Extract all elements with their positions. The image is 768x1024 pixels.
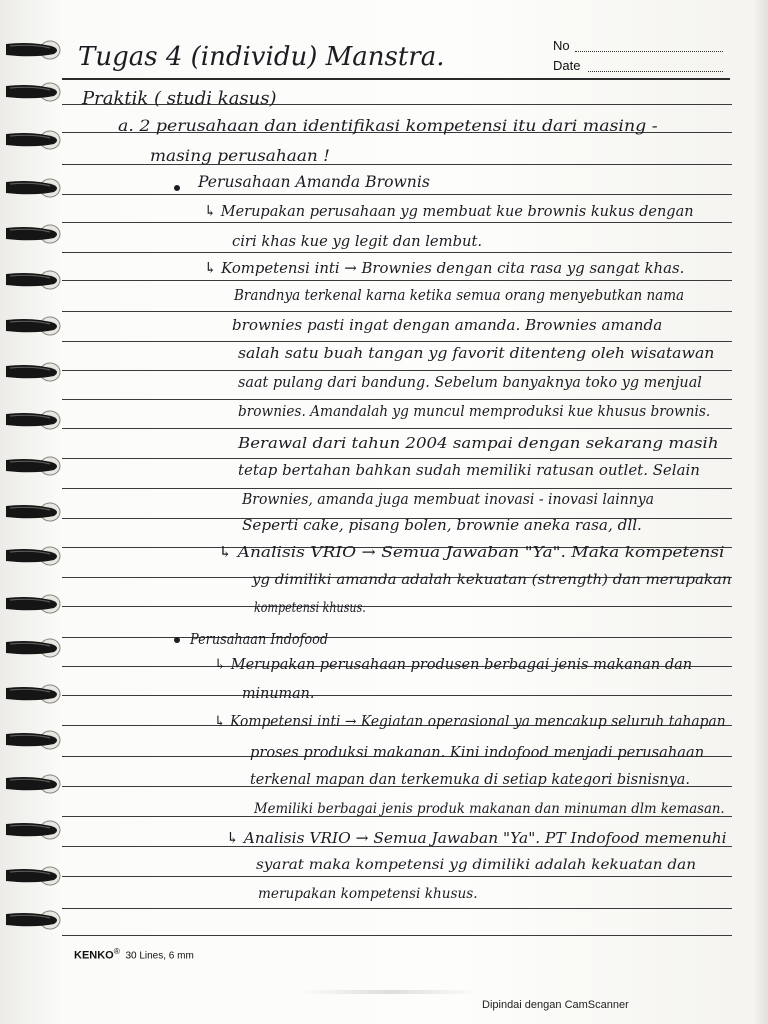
handwritten-line: Memiliki berbagai jenis produk makanan dan minuman dlm kemasan. xyxy=(254,801,725,817)
no-label: No xyxy=(553,38,570,53)
rule-line xyxy=(62,876,732,877)
rule-line xyxy=(62,194,732,195)
handwritten-line: masing perusahaan ! xyxy=(150,147,330,165)
handwritten-line: kompetensi khusus. xyxy=(254,600,366,616)
handwritten-line: yg dimiliki amanda adalah kekuatan (strength) dan merupakan xyxy=(252,572,732,588)
section-subtitle: Praktik ( studi kasus) xyxy=(82,88,277,109)
handwritten-line: ↳ Merupakan perusahaan yg membuat kue brownis kukus dengan xyxy=(204,202,694,220)
bullet-indofood xyxy=(174,637,180,643)
handwritten-line: minuman. xyxy=(242,686,315,702)
handwritten-line: ↳ Merupakan perusahaan produsen berbagai jenis makanan dan xyxy=(214,657,693,673)
date-label: Date xyxy=(553,58,581,73)
handwritten-line: terkenal mapan dan terkemuka di setiap kategori bisnisnya. xyxy=(250,772,690,788)
page-title: Tugas 4 (individu) Manstra. xyxy=(78,42,445,72)
handwritten-line: Brownies, amanda juga membuat inovasi - inovasi lainnya xyxy=(242,490,655,508)
spiral-ring xyxy=(4,267,66,293)
spiral-ring xyxy=(4,127,66,153)
rule-line xyxy=(62,222,732,223)
rule-line xyxy=(62,252,732,253)
handwritten-line: ↳ Analisis VRIO → Semua Jawaban "Ya". Maka kompetensi xyxy=(218,543,725,561)
rule-line xyxy=(62,311,732,312)
handwritten-line: proses produksi makanan. Kini indofood menjadi perusahaan xyxy=(250,743,705,761)
spiral-ring xyxy=(4,863,66,889)
spiral-ring xyxy=(4,453,66,479)
spiral-ring xyxy=(4,591,66,617)
spiral-ring xyxy=(4,221,66,247)
handwritten-line: Seperti cake, pisang bolen, brownie aneka rasa, dll. xyxy=(242,518,642,534)
spiral-ring xyxy=(4,681,66,707)
spiral-ring xyxy=(4,907,66,933)
handwritten-line: brownies. Amandalah yg muncul memproduksi kue khusus brownis. xyxy=(238,404,711,420)
rule-line xyxy=(62,488,732,489)
spiral-ring xyxy=(4,79,66,105)
brand-spec: 30 Lines, 6 mm xyxy=(125,950,194,962)
notebook-brand xyxy=(74,946,194,961)
bullet-amanda xyxy=(174,185,180,191)
spiral-ring xyxy=(4,727,66,753)
spiral-ring xyxy=(4,543,66,569)
rule-line xyxy=(62,341,732,342)
handwritten-line: Berawal dari tahun 2004 sampai dengan sekarang masih xyxy=(238,434,719,452)
date-field-dots xyxy=(588,71,723,72)
rule-line xyxy=(62,399,732,400)
handwritten-line: ↳ Analisis VRIO → Semua Jawaban "Ya". PT Indofood memenuhi xyxy=(226,829,727,847)
handwritten-line: tetap bertahan bahkan sudah memiliki ratusan outlet. Selain xyxy=(238,463,700,479)
brand-name: KENKO xyxy=(74,949,114,962)
spiral-ring xyxy=(4,175,66,201)
rule-line xyxy=(62,637,732,638)
brand-registered-mark: ® xyxy=(113,946,120,956)
scanner-watermark: Dipindai dengan CamScanner xyxy=(482,999,629,1011)
handwritten-line: ↳ Kompetensi inti → Kegiatan operasional ya mencakup seluruh tahapan xyxy=(214,714,726,730)
rule-line xyxy=(62,935,732,936)
spiral-ring xyxy=(4,359,66,385)
rule-line xyxy=(62,908,732,909)
spiral-ring xyxy=(4,313,66,339)
spiral-ring xyxy=(4,817,66,843)
page-edge-shadow xyxy=(754,0,768,1024)
rule-line xyxy=(62,428,732,429)
bottom-edge-shadow xyxy=(300,990,480,994)
handwritten-line: merupakan kompetensi khusus. xyxy=(258,886,478,902)
spiral-ring xyxy=(4,407,66,433)
spiral-ring xyxy=(4,771,66,797)
spiral-ring xyxy=(4,499,66,525)
handwritten-line: a. 2 perusahaan dan identifikasi kompetensi itu dari masing - xyxy=(118,116,658,135)
rule-line xyxy=(62,78,730,80)
handwritten-line: syarat maka kompetensi yg dimiliki adalah kekuatan dan xyxy=(256,857,696,873)
handwritten-line: brownies pasti ingat dengan amanda. Brownies amanda xyxy=(232,316,663,334)
rule-line xyxy=(62,370,732,371)
rule-line xyxy=(62,458,732,459)
rule-line xyxy=(62,606,732,607)
rule-line xyxy=(62,695,732,696)
rule-line xyxy=(62,280,732,281)
handwritten-line: ↳ Kompetensi inti → Brownies dengan cita rasa yg sangat khas. xyxy=(204,259,685,277)
no-field-dots xyxy=(575,51,723,52)
handwritten-line: saat pulang dari bandung. Sebelum banyaknya toko yg menjual xyxy=(238,375,702,391)
handwritten-line: Perusahaan Amanda Brownis xyxy=(198,172,430,191)
handwritten-line: Brandnya terkenal karna ketika semua orang menyebutkan nama xyxy=(234,288,685,304)
handwritten-line: salah satu buah tangan yg favorit ditenteng oleh wisatawan xyxy=(238,346,715,362)
handwritten-line: Perusahaan Indofood xyxy=(190,630,329,648)
spiral-ring xyxy=(4,37,66,63)
handwritten-line: ciri khas kue yg legit dan lembut. xyxy=(232,232,483,250)
spiral-ring xyxy=(4,635,66,661)
